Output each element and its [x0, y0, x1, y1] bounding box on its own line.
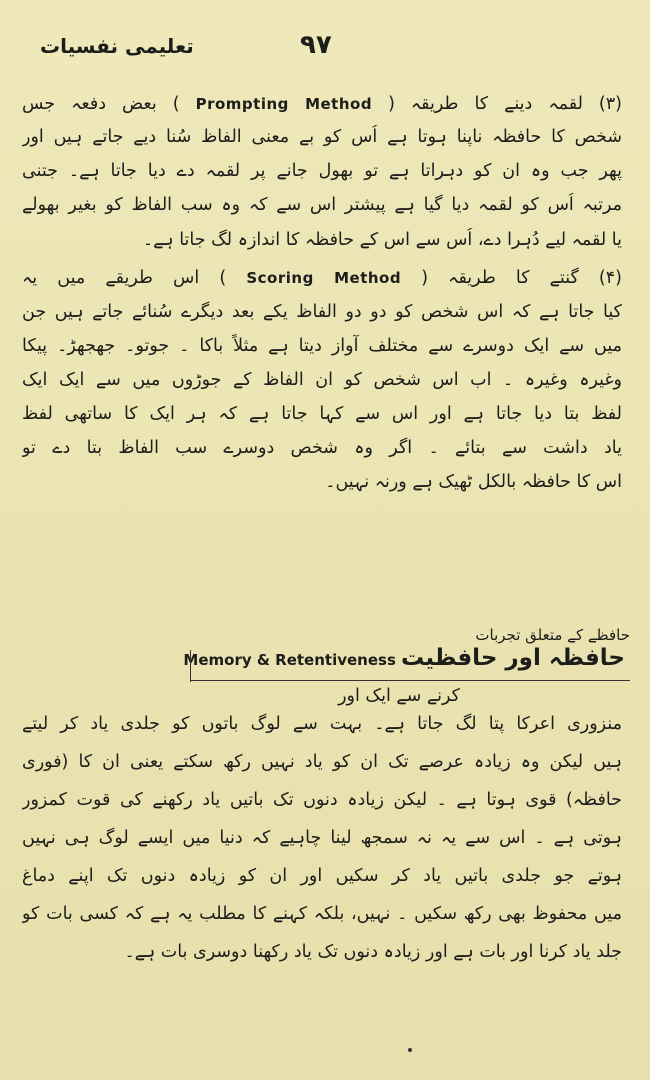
page-number: ۹۷ — [300, 30, 332, 60]
line-6-end: ) اس طریقے میں یہ — [22, 268, 227, 288]
text-line-16: حافظہ) قوی ہوتا ہے ۔ لیکن زیادہ دنوں تک باتیں یاد رکھنے کی قوت کمزور — [22, 790, 622, 810]
text-line-18: ہوتے جو جلدی باتیں یاد کر سکیں اور ان کو زیادہ دنوں تک اپنے دماغ — [22, 866, 622, 886]
heading-english: Memory & Retentiveness — [183, 651, 396, 669]
text-line-7: کیا جاتا ہے کہ اس شخص کو دو دو الفاظ یکے بعد دیگرے سُنائے جاتے ہیں جن — [22, 302, 622, 322]
text-line-1 — [22, 92, 622, 116]
running-title: تعلیمی نفسیات — [40, 34, 194, 58]
heading-underline — [190, 680, 630, 681]
text-line-13: کرنے سے ایک اور — [338, 686, 460, 706]
text-line-20: جلد یاد کرنا اور بات ہے اور زیادہ دنوں تک یاد رکھنا دوسری بات ہے۔ — [124, 942, 622, 962]
heading-bracket-line — [190, 650, 191, 682]
text-line-15: ہیں لیکن وہ زیادہ عرصے تک ان کو یاد نہیں رکھ سکتے یعنی ان کا (فوری — [22, 752, 622, 772]
text-line-9: وغیرہ وغیرہ ۔ اب اس شخص کو ان الفاظ کے جوڑوں میں سے ایک ایک — [22, 370, 622, 390]
text-line-19: میں محفوظ بھی رکھ سکیں ۔ نہیں، بلکہ کہنے کا مطلب یہ ہے کہ کسی بات کو — [22, 904, 622, 924]
page-header — [0, 30, 650, 70]
scoring-method-label: Scoring Method — [246, 269, 402, 287]
margin-note: حافظے کے متعلق تجربات — [475, 626, 630, 644]
line-1-end: ) بعض دفعہ جس — [22, 94, 180, 114]
text-line-12: اس کا حافظہ بالکل ٹھیک ہے ورنہ نہیں۔ — [325, 472, 622, 492]
text-line-11: یاد داشت سے بتائے ۔ اگر وہ شخص دوسرے سب الفاظ بتا دے تو — [22, 438, 622, 458]
text-line-5: یا لقمہ لیے دُہرا دے، اُس سے اس کے حافظہ کا اندازہ لگ جاتا ہے۔ — [142, 230, 622, 250]
ink-dot — [408, 1048, 412, 1052]
prompting-method-label: Prompting Method — [195, 95, 373, 113]
line-6-start: (۴) گنتے کا طریقہ ( — [421, 268, 622, 288]
line-1-start: (۳) لقمہ دینے کا طریقہ ( — [388, 94, 622, 114]
text-line-14: منزوری اعرکا پتا لگ جاتا ہے۔ بہت سے لوگ باتوں کو جلدی یاد کر لیتے — [22, 714, 622, 734]
text-line-3: پھر جب وہ ان کو دہراتا ہے تو بھول جانے پر لقمہ دے دیا جاتا ہے۔ جتنی — [22, 161, 622, 181]
text-line-10: لفظ بتا دیا جاتا ہے اور اس سے کہا جاتا ہے کہ ہر ایک کا ساتھی لفظ — [22, 404, 622, 424]
heading-urdu: حافظہ اور حافظیت — [400, 645, 625, 671]
text-line-4: مرتبہ اُس کو لقمہ دیا گیا ہے پیشتر اس سے کہ وہ سب الفاظ کو بغیر بھولے — [22, 195, 622, 215]
text-line-8: میں سے ایک دوسرے سے مختلف آواز دیتا ہے مثلاً باکا ۔ جوتو۔ جھجھڑ۔ پیکا — [22, 336, 622, 356]
text-line-17: ہوتی ہے ۔ اس سے یہ نہ سمجھ لینا چاہیے کہ دنیا میں ایسے لوگ ہی نہیں — [22, 828, 622, 848]
text-line-6 — [22, 266, 622, 290]
text-line-2: شخص کا حافظہ ناپنا ہوتا ہے اُس کو بے معنی الفاظ سُنا دیے جاتے ہیں اور — [22, 127, 622, 147]
section-heading — [185, 645, 625, 681]
